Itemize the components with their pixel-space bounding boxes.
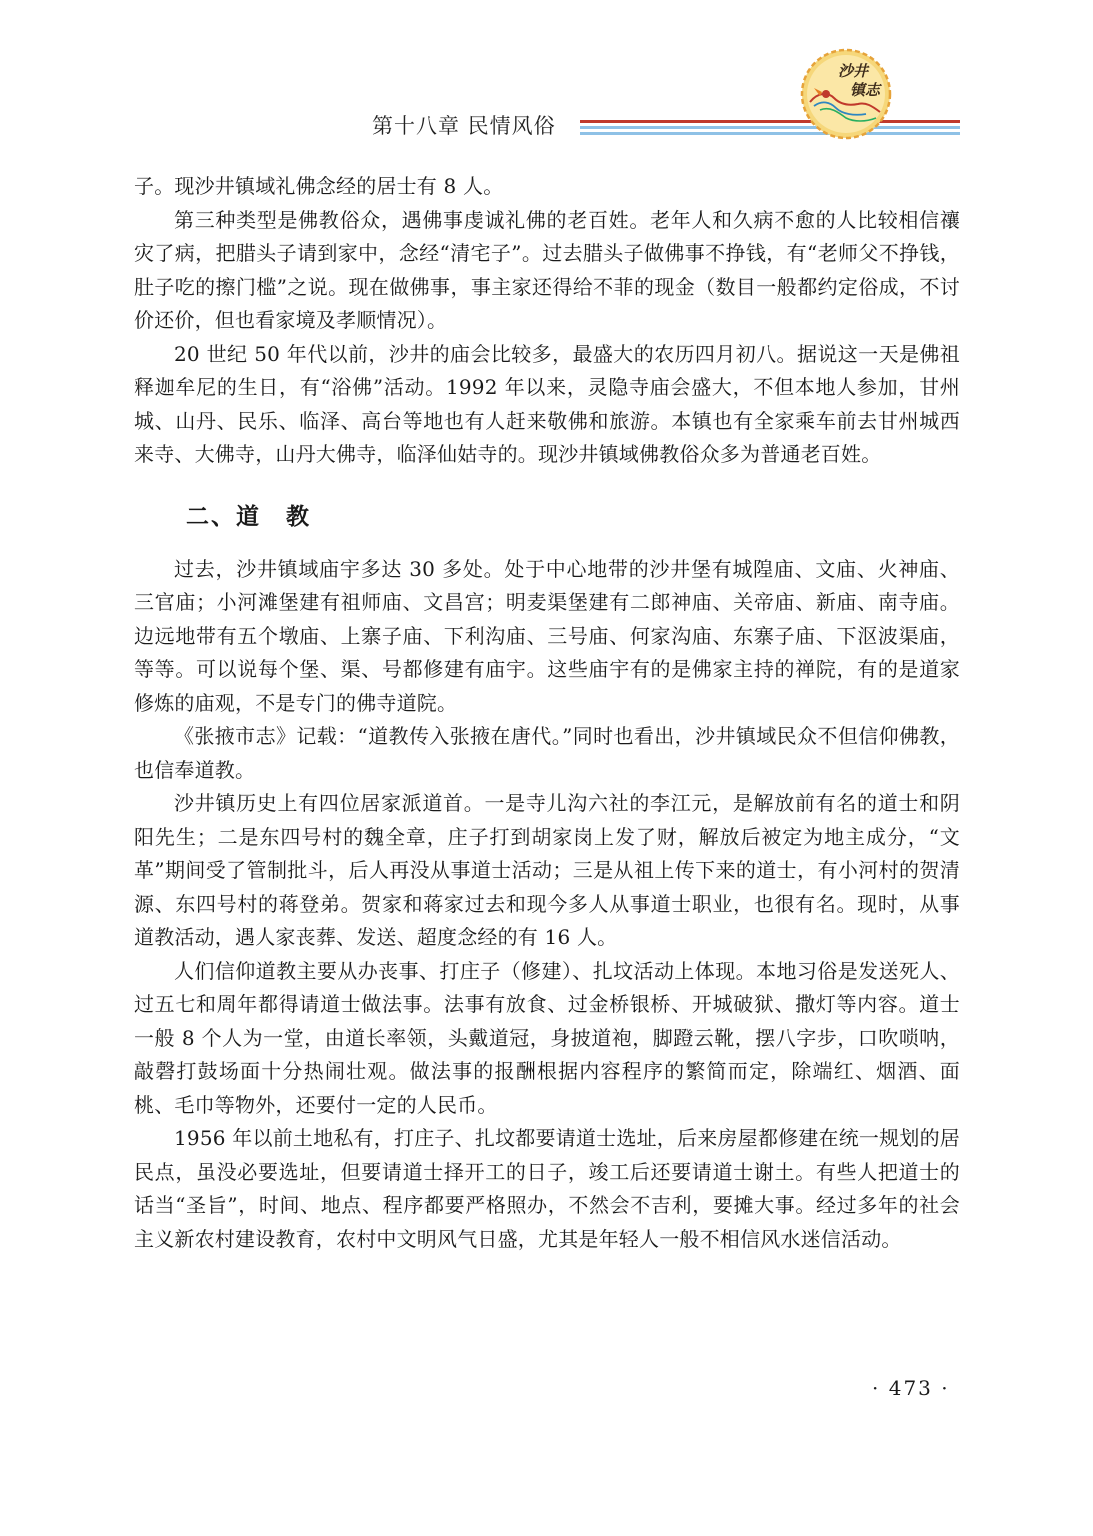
page-number: · 473 · xyxy=(872,1376,950,1400)
emblem-title xyxy=(838,62,888,100)
header-rule-blue-2 xyxy=(580,132,960,135)
paragraph: 《张掖市志》记载：“道教传入张掖在唐代。”同时也看出，沙井镇域民众不但信仰佛教，也信奉道教。 xyxy=(134,724,960,782)
paragraph: 20 世纪 50 年代以前，沙井的庙会比较多，最盛大的农历四月初八。据说这一天是佛祖释迦牟尼的生日，有“浴佛”活动。1992 年以来，灵隐寺庙会盛大，不但本地人参加，甘州城、山丹、民乐、临泽、高台等地也有人赶来敬佛和旅游。本镇也有全家乘车前去甘州城西来寺、大佛寺，山丹大佛寺，临泽仙姑寺的。现沙井镇域佛教俗众多为普通老百姓。 xyxy=(134,341,960,466)
chapter-title: 第十八章 民情风俗 xyxy=(372,114,556,138)
paragraph: 1956 年以前土地私有，打庄子、扎坟都要请道士选址，后来房屋都修建在统一规划的居民点，虽没必要选址，但要请道士择开工的日子，竣工后还要请道士谢土。有些人把道士的话当“圣旨”，时间、地点、程序都要严格照办，不然会不吉利，要摊大事。经过多年的社会主义新农村建设教育，农村中文明风气日盛，尤其是年轻人一般不相信风水迷信活动。 xyxy=(134,1126,960,1251)
paragraph: 子。现沙井镇域礼佛念经的居士有 8 人。 xyxy=(134,174,504,198)
header-rule-blue-1 xyxy=(580,126,960,129)
emblem-title-line-1: 沙井 xyxy=(838,62,869,80)
emblem-title-line-2: 镇志 xyxy=(850,81,881,99)
section-heading: 二、道 教 xyxy=(186,503,311,530)
paragraph: 沙井镇历史上有四位居家派道首。一是寺儿沟六社的李江元，是解放前有名的道士和阴阳先生；二是东四号村的魏全章，庄子打到胡家岗上发了财，解放后被定为地主成分，“文革”期间受了管制批斗，后人再没从事道士活动；三是从祖上传下来的道士，有小河村的贺清源、东四号村的蒋登弟。贺家和蒋家过去和现今多人从事道士职业，也很有名。现时，从事道教活动，遇人家丧葬、发送、超度念经的有 16 人。 xyxy=(134,791,960,949)
paragraph: 第三种类型是佛教俗众，遇佛事虔诚礼佛的老百姓。老年人和久病不愈的人比较相信禳灾了病，把腊头子请到家中，念经“清宅子”。过去腊头子做佛事不挣钱，有“老师父不挣钱，肚子吃的擦门槛”之说。现在做佛事，事主家还得给不菲的现金（数目一般都约定俗成，不讨价还价，但也看家境及孝顺情况）。 xyxy=(134,207,960,332)
page-header xyxy=(0,0,1093,160)
paragraph: 过去，沙井镇域庙宇多达 30 多处。处于中心地带的沙井堡有城隍庙、文庙、火神庙、三官庙；小河滩堡建有祖师庙、文昌宫；明麦渠堡建有二郎神庙、关帝庙、新庙、南寺庙。边远地带有五个墩庙、上寨子庙、下利沟庙、三号庙、何家沟庙、东寨子庙、下沤波渠庙，等等。可以说每个堡、渠、号都修建有庙宇。这些庙宇有的是佛家主持的禅院，有的是道家修炼的庙观，不是专门的佛寺道院。 xyxy=(134,556,960,715)
page-body xyxy=(134,170,960,1256)
paragraph: 人们信仰道教主要从办丧事、打庄子（修建）、扎坟活动上体现。本地习俗是发送死人、过五七和周年都得请道士做法事。法事有放食、过金桥银桥、开城破狱、撒灯等内容。道士一般 8 个人为一堂，由道长率领，头戴道冠，身披道袍，脚蹬云靴，摆八字步，口吹唢呐，敲磬打鼓场面十分热闹壮观。做法事的报酬根据内容程序的繁简而定，除端红、烟酒、面桃、毛巾等物外，还要付一定的人民币。 xyxy=(134,958,960,1117)
header-rule-red xyxy=(580,120,960,123)
